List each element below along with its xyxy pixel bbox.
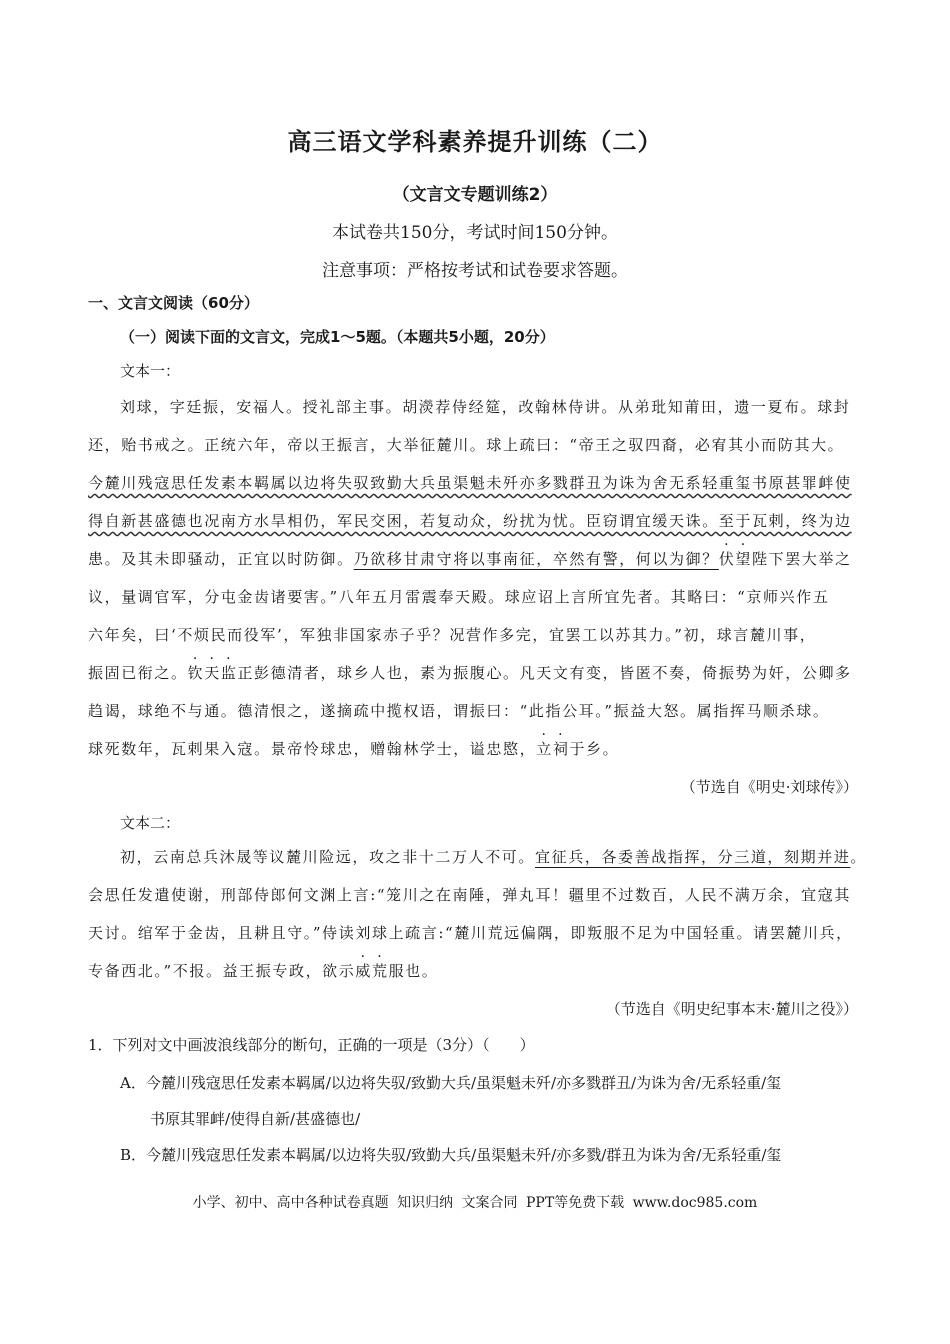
dotted-char: 监 bbox=[220, 664, 238, 682]
text1-line: 六年矣，曰‘不烦民而役军’，军独非国家赤子乎？况营作多完，宜罢工以苏其力。”初，球言麓川事， bbox=[88, 626, 817, 644]
dotted-char: 荒 bbox=[371, 962, 389, 980]
text2-line bbox=[120, 846, 868, 867]
wavy-underlined-text: 今麓川残寇思任发素本羁属以边将失驭致勤大兵虽渠魁未歼亦多戮群丑为诛为舍无系轻重玺书原甚罪衅使 bbox=[88, 474, 852, 492]
source-citation: （节选自《明史·刘球传》） bbox=[680, 778, 858, 796]
dotted-char: 祠 bbox=[552, 740, 570, 758]
dotted-char: 立 bbox=[536, 740, 553, 758]
text1-line: 趋谒，球绝不与通。德清恨之，遂摘疏中揽权语，谓振曰：“此指公耳。”振益大怒。属指挥马顺杀球。 bbox=[88, 702, 830, 720]
source-citation: （节选自《明史纪事本末·麓川之役》） bbox=[605, 1000, 858, 1018]
exam-info: 本试卷共150分，考试时间150分钟。 bbox=[332, 223, 618, 243]
text1-line: 议，量调官军，分屯金齿诸要害。”八年五月雷震奉天殿。球应诏上言所宜先者。其略曰：“京师兴作五 bbox=[88, 588, 830, 606]
text2-line bbox=[88, 960, 863, 981]
option-a-continued: 书原其罪衅/使得自新/甚盛德也/ bbox=[150, 1110, 361, 1128]
section-heading: 一、文言文阅读（60分） bbox=[88, 294, 259, 312]
text-segment: 振固已衔之。 bbox=[88, 664, 188, 682]
text-segment: 患。及其未即骚动，正宜以时防御。 bbox=[88, 550, 354, 568]
text2-label: 文本二： bbox=[120, 814, 181, 832]
dotted-char: 威 bbox=[355, 962, 372, 980]
text-segment: 正彭德清者，球乡人也，素为振腹心。凡天文有变，皆匿不奏，倚振势为奸，公卿多 bbox=[237, 664, 852, 682]
text1-line bbox=[88, 510, 863, 531]
text1-line: 还，贻书戒之。正统六年，帝以王振言，大举征麓川。球上疏曰：“帝王之驭四裔，必宥其小而防其大。 bbox=[88, 436, 845, 454]
exam-notice: 注意事项：严格按考试和试卷要求答题。 bbox=[322, 261, 628, 281]
dotted-char: 望 bbox=[735, 550, 753, 568]
dotted-char: 天 bbox=[204, 664, 221, 682]
text1-line bbox=[88, 472, 863, 493]
text2-line: 会思任发遣使谢，刑部侍郎何文渊上言:“笼川之在南陲，弹丸耳！疆里不过数百，人民不满万余，宜寇其 bbox=[88, 886, 851, 904]
text-segment: 初，云南总兵沐晟等议麓川险远，攻之非十二万人不可。 bbox=[120, 848, 536, 866]
page-subtitle: （文言文专题训练2） bbox=[392, 185, 558, 205]
page-title: 高三语文学科素养提升训练（二） bbox=[287, 128, 663, 156]
text-segment: 专备西北。”不报。益王振专政，欲示 bbox=[88, 962, 356, 980]
text-segment: 。 bbox=[850, 848, 868, 866]
text1-label: 文本一： bbox=[120, 362, 181, 380]
text-segment: 陛下罢大举之 bbox=[752, 550, 852, 568]
text-segment: 服也。 bbox=[388, 962, 439, 980]
text1-line bbox=[88, 738, 863, 759]
text-segment: 球死数年，瓦剌果入寇。景帝怜球忠，赠翰林学士，谥忠愍， bbox=[88, 740, 537, 758]
underlined-text: 宜征兵，各委善战指挥，分三道，刻期并进 bbox=[535, 848, 851, 866]
option-b: B．今麓川残寇思任发素本羁属/以边将失驭/致勤大兵/虽渠魁未歼/亦多戮/群丑为诛为舍/无系轻重/玺 bbox=[120, 1146, 782, 1164]
text1-line bbox=[88, 662, 863, 683]
text1-line: 刘球，字廷振，安福人。授礼部主事。胡濙荐侍经筵，改翰林侍讲。从弟玭知莆田，遗一夏布。球封 bbox=[120, 398, 851, 416]
dotted-char: 钦 bbox=[187, 664, 205, 682]
option-a: A．今麓川残寇思任发素本羁属/以边将失驭/致勤大兵/虽渠魁未歼/亦多戮群丑/为诛为舍/无系轻重/玺 bbox=[120, 1074, 782, 1092]
text2-line: 天讨。绾军于金齿，且耕且守。”侍读刘球上疏言:“麓川荒远偏隅，即叛服不足为中国轻重。请罢麓川兵， bbox=[88, 924, 853, 942]
wavy-underlined-text: 得自新甚盛德也况南方水旱相仍，军民交困，若复动众，纷扰为忧。臣窃谓宜缓天诛。至于瓦剌，终为边 bbox=[88, 512, 852, 530]
text-segment: 于乡。 bbox=[569, 740, 620, 758]
underlined-text: 乃欲移甘肃守将以事南征，卒然有警，何以为御？ bbox=[353, 550, 719, 568]
question-stem: 1．下列对文中画波浪线部分的断句，正确的一项是（3分）（ ） bbox=[88, 1036, 535, 1054]
page-footer: 小学、初中、高中各种试卷真题 知识归纳 文案合同 PPT等免费下载 www.doc985.com bbox=[192, 1195, 758, 1211]
dotted-char: 伏 bbox=[718, 550, 736, 568]
subsection-heading: （一）阅读下面的文言文，完成1～5题。（本题共5小题，20分） bbox=[120, 328, 555, 346]
text1-line bbox=[88, 548, 863, 569]
